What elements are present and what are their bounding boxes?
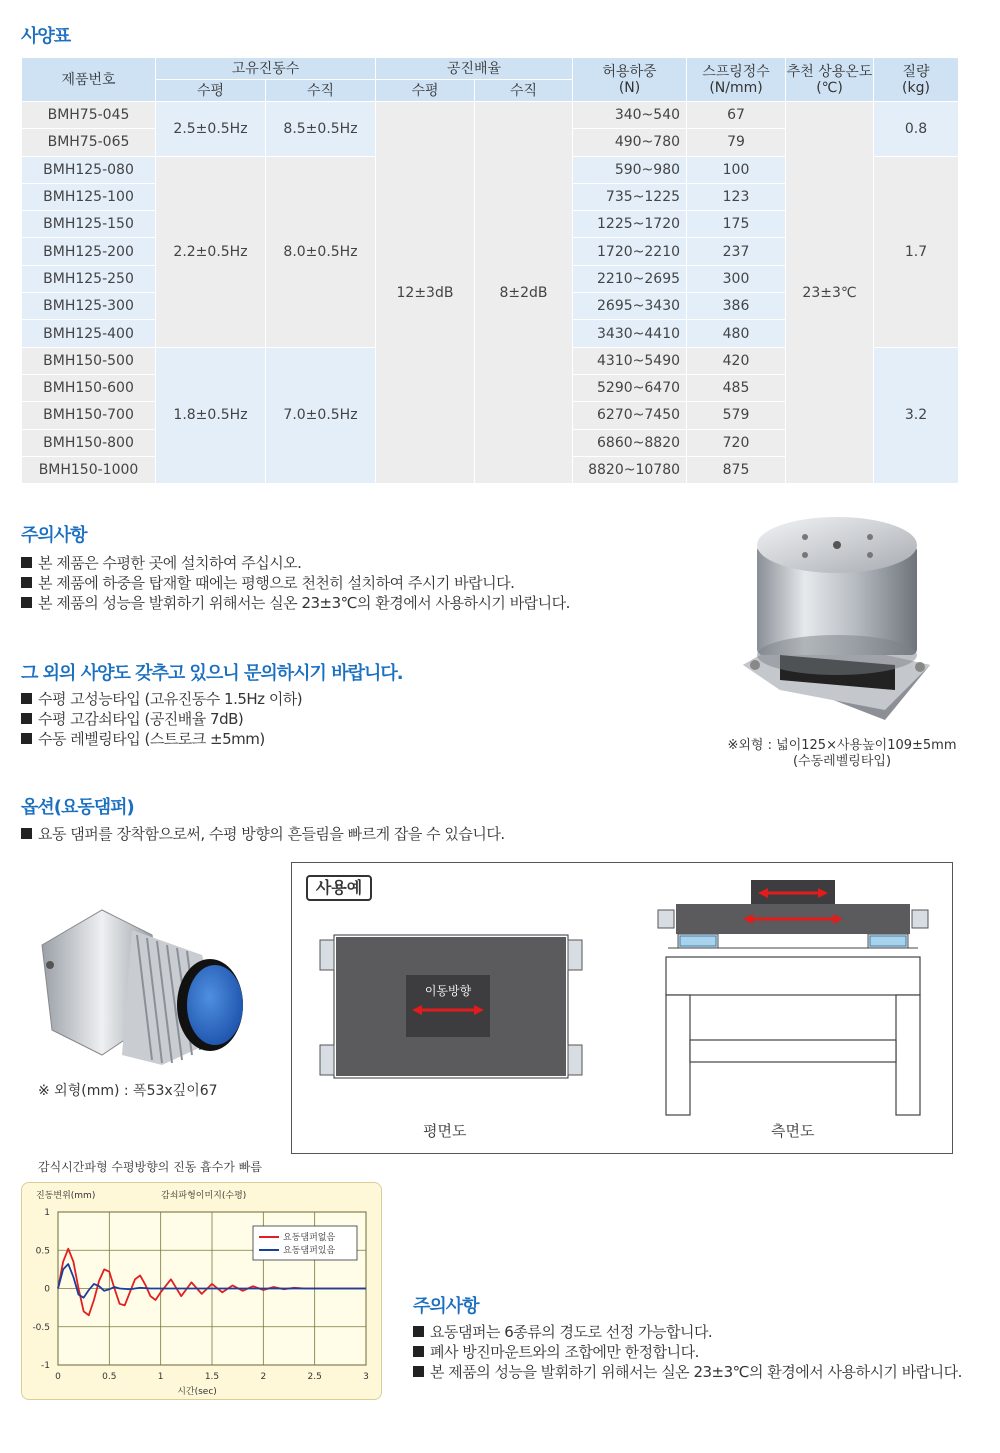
header-freq-vertical: 수직 — [266, 80, 376, 102]
table-cell-freq-h: 2.5±0.5Hz — [156, 102, 266, 157]
table-cell-load: 340~540 — [573, 102, 687, 129]
move-direction-label: 이동방향 — [424, 984, 472, 998]
table-cell-load: 735~1225 — [573, 183, 687, 210]
option-title: 옵션(요동댐퍼) — [21, 797, 134, 818]
table-cell-weight: 1.7 — [874, 156, 959, 347]
table-cell-model: BMH75-065 — [22, 129, 156, 156]
other-specs-title: 그 외의 사양도 갖추고 있으니 문의하시기 바랍니다. — [21, 663, 403, 684]
table-cell-model: BMH125-400 — [22, 320, 156, 347]
table-cell-load: 590~980 — [573, 156, 687, 183]
table-cell-model: BMH125-300 — [22, 293, 156, 320]
chart-legend-label: 요동댐퍼있음 — [283, 1246, 336, 1256]
header-isolation: 공진배율 — [376, 58, 573, 80]
list-item: 수동 레벨링타입 (스트로크 ±5mm) — [21, 729, 521, 749]
caution-list — [21, 553, 721, 613]
table-cell-weight: 3.2 — [874, 347, 959, 483]
table-cell-load: 6860~8820 — [573, 429, 687, 456]
table-cell-load: 1225~1720 — [573, 211, 687, 238]
table-cell-load: 8820~10780 — [573, 456, 687, 483]
list-item: 요동 댐퍼를 장착함으로써, 수평 방향의 흔들림을 빠르게 잡을 수 있습니다. — [21, 824, 621, 844]
option-list — [21, 824, 621, 844]
caution2-list — [413, 1322, 973, 1382]
table-cell-load: 1720~2210 — [573, 238, 687, 265]
list-item: 수평 고감쇠타입 (공진배율 7dB) — [21, 709, 521, 729]
plan-view-diagram — [300, 915, 600, 1085]
caution2-title: 주의사항 — [413, 1296, 479, 1317]
table-cell-load: 6270~7450 — [573, 402, 687, 429]
list-item: 폐사 방진마운트와의 조합에만 한정합니다. — [413, 1342, 973, 1362]
header-model: 제품번호 — [22, 58, 156, 102]
plan-view-label: 평면도 — [423, 1122, 467, 1140]
list-item: 본 제품에 하중을 탑재할 때에는 평행으로 천천히 설치하여 주시기 바랍니다. — [21, 573, 721, 593]
header-iso-vertical: 수직 — [475, 80, 573, 102]
chart-xtick-label: 0.5 — [102, 1372, 117, 1382]
chart-ytick-label: 1 — [44, 1208, 50, 1218]
table-cell-weight: 0.8 — [874, 102, 959, 157]
table-cell-model: BMH125-250 — [22, 265, 156, 292]
table-cell-model: BMH150-600 — [22, 374, 156, 401]
list-item: 본 제품의 성능을 발휘하기 위해서는 실온 23±3℃의 환경에서 사용하시기 바랍니다. — [21, 593, 721, 613]
table-cell-iso-v: 8±2dB — [475, 102, 573, 484]
chart-xtick-label: 0 — [55, 1372, 61, 1382]
side-view-diagram — [648, 872, 938, 1122]
other-specs-list — [21, 689, 521, 749]
table-cell-temp: 23±3℃ — [786, 102, 874, 484]
spec-table — [21, 57, 959, 484]
damper-photo — [32, 905, 252, 1075]
table-cell-spring: 420 — [687, 347, 786, 374]
table-cell-spring: 386 — [687, 293, 786, 320]
list-item: 수평 고성능타입 (고유진동수 1.5Hz 이하) — [21, 689, 521, 709]
table-cell-spring: 237 — [687, 238, 786, 265]
table-cell-spring: 485 — [687, 374, 786, 401]
table-cell-spring: 480 — [687, 320, 786, 347]
side-view-label: 측면도 — [771, 1122, 815, 1140]
chart-xtick-label: 3 — [363, 1372, 369, 1382]
table-cell-iso-h: 12±3dB — [376, 102, 475, 484]
table-cell-model: BMH150-1000 — [22, 456, 156, 483]
table-cell-freq-h: 1.8±0.5Hz — [156, 347, 266, 483]
damper-photo-caption: ※ 외형(mm) : 폭53x깊이67 — [38, 1083, 218, 1099]
table-cell-spring: 123 — [687, 183, 786, 210]
table-cell-freq-v: 8.5±0.5Hz — [266, 102, 376, 157]
header-load: 허용하중 (N) — [573, 58, 687, 102]
table-cell-load: 3430~4410 — [573, 320, 687, 347]
table-cell-model: BMH150-500 — [22, 347, 156, 374]
header-freq-horizontal: 수평 — [156, 80, 266, 102]
table-cell-spring: 579 — [687, 402, 786, 429]
table-cell-load: 2695~3430 — [573, 293, 687, 320]
spec-title: 사양표 — [21, 26, 71, 47]
header-temp: 추천 상용온도 (℃) — [786, 58, 874, 102]
chart-ytick-label: 0 — [44, 1284, 50, 1295]
table-cell-model: BMH125-100 — [22, 183, 156, 210]
list-item: 요동댐퍼는 6종류의 경도로 선정 가능합니다. — [413, 1322, 973, 1342]
table-cell-model: BMH125-080 — [22, 156, 156, 183]
table-cell-spring: 875 — [687, 456, 786, 483]
usage-diagram-tag: 사용예 — [306, 875, 372, 901]
header-spring: 스프링정수 (N/mm) — [687, 58, 786, 102]
chart-xtick-label: 2 — [260, 1372, 267, 1382]
chart-caption: 감식시간파형 수평방향의 진동 흡수가 빠름 — [38, 1160, 262, 1174]
table-cell-spring: 720 — [687, 429, 786, 456]
table-cell-spring: 175 — [687, 211, 786, 238]
table-cell-freq-v: 7.0±0.5Hz — [266, 347, 376, 483]
mount-photo-caption: ※외형 : 넓이125×사용높이109±5mm (수동레벨링타입) — [727, 738, 957, 769]
caution-title: 주의사항 — [21, 525, 87, 546]
chart-xtick-label: 1 — [157, 1372, 164, 1382]
chart-title: 감쇠파형이미지(수평) — [161, 1191, 247, 1201]
table-cell-load: 5290~6470 — [573, 374, 687, 401]
vibration-mount-photo — [735, 515, 945, 735]
chart-legend-label: 요동댐퍼없음 — [283, 1233, 336, 1243]
table-cell-model: BMH125-150 — [22, 211, 156, 238]
chart-xtick-label: 1.5 — [204, 1372, 220, 1382]
table-cell-model: BMH150-700 — [22, 402, 156, 429]
header-weight: 질량 (kg) — [874, 58, 959, 102]
table-cell-model: BMH75-045 — [22, 102, 156, 129]
chart-ytick-label: 0.5 — [35, 1246, 50, 1257]
chart-ytick-label: -0.5 — [32, 1322, 50, 1333]
table-cell-freq-h: 2.2±0.5Hz — [156, 156, 266, 347]
table-cell-spring: 300 — [687, 265, 786, 292]
table-cell-spring: 79 — [687, 129, 786, 156]
chart-xlabel: 시간(sec) — [177, 1387, 217, 1397]
table-cell-model: BMH125-200 — [22, 238, 156, 265]
table-cell-load: 2210~2695 — [573, 265, 687, 292]
chart-ylabel: 진동변위(mm) — [36, 1191, 96, 1201]
table-cell-spring: 67 — [687, 102, 786, 129]
damping-chart — [21, 1182, 382, 1400]
list-item: 본 제품은 수평한 곳에 설치하여 주십시오. — [21, 553, 721, 573]
table-cell-spring: 100 — [687, 156, 786, 183]
chart-xtick-label: 2.5 — [307, 1372, 322, 1382]
table-cell-freq-v: 8.0±0.5Hz — [266, 156, 376, 347]
header-natural-freq: 고유진동수 — [156, 58, 376, 80]
chart-ytick-label: -1 — [41, 1361, 50, 1371]
table-cell-model: BMH150-800 — [22, 429, 156, 456]
list-item: 본 제품의 성능을 발휘하기 위해서는 실온 23±3℃의 환경에서 사용하시기 바랍니다. — [413, 1362, 973, 1382]
table-cell-load: 490~780 — [573, 129, 687, 156]
header-iso-horizontal: 수평 — [376, 80, 475, 102]
table-cell-load: 4310~5490 — [573, 347, 687, 374]
